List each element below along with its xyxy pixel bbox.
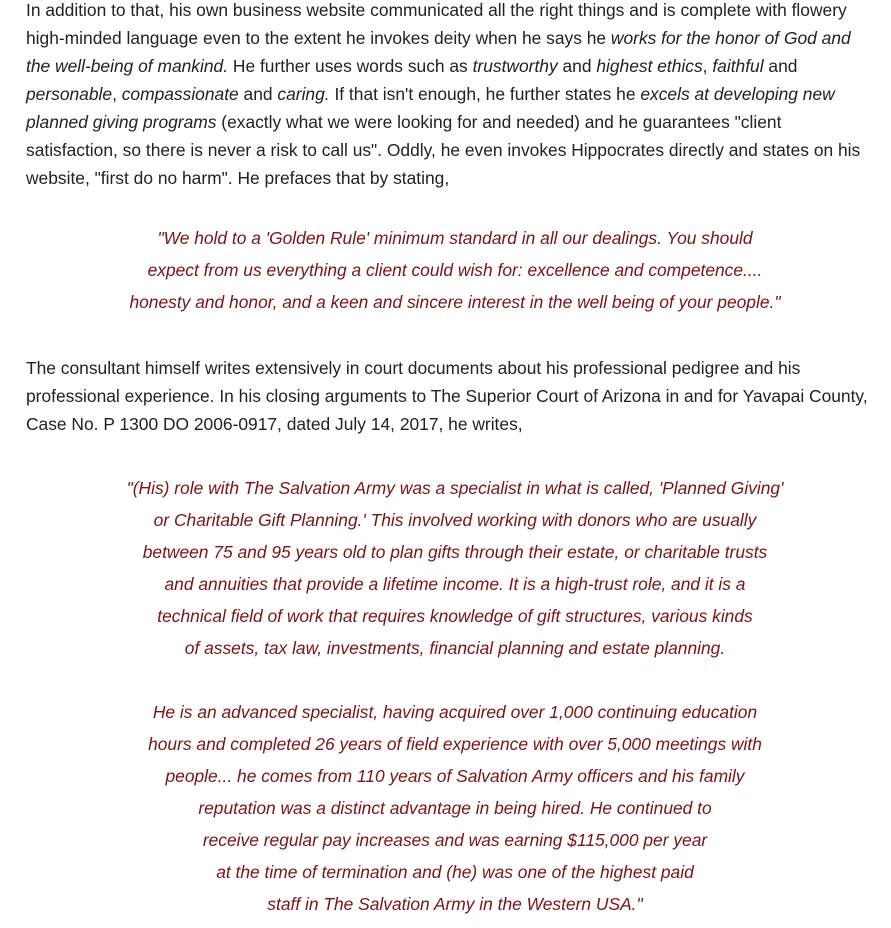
paragraph-court-documents: The consultant himself writes extensively in court documents about his professional pedigree and his professional experience. In his closing arguments to The Superior Court of Arizona in and for Yavapai County, Case No. P 1300 DO 2006-0917, dated July 14, 2017, he writes, (26, 358, 868, 434)
quote-line: "We hold to a 'Golden Rule' minimum standard in all our dealings. You should (157, 228, 753, 248)
quote-line: "(His) role with The Salvation Army was a specialist in what is called, 'Planned Giving' (126, 478, 784, 498)
text-run: (exactly what we were looking for and needed) and he guarantees "client satisfaction, so there is never a risk to call us". Oddly, he even invokes Hippocrates directly and states on his website, "first do no harm". He prefaces that by stating, (26, 112, 861, 188)
quote-line: people... he comes from 110 years of Salvation Army officers and his family (165, 766, 745, 786)
quote-line: between 75 and 95 years old to plan gifts through their estate, or charitable trusts (142, 542, 768, 562)
emphasized-text: personable (26, 84, 113, 104)
quote-line: expect from us everything a client could wish for: excellence and competence.... (147, 260, 763, 280)
text-run: In addition to that, his own business website communicated all the right things and is complete with flowery high-minded language even to the extent he invokes deity when he says he (26, 0, 847, 48)
text-run: If that isn't enough, he further states he (329, 84, 641, 104)
quote-line: technical field of work that requires knowledge of gift structures, various kinds (157, 606, 753, 626)
emphasized-text: compassionate (121, 84, 239, 104)
quote-line: receive regular pay increases and was earning $115,000 per year (202, 830, 708, 850)
quote-line: hours and completed 26 years of field experience with over 5,000 meetings with (148, 734, 762, 754)
quote-planned-giving-role (0, 472, 891, 664)
text-run: , (702, 56, 713, 76)
emphasized-text: highest ethics (596, 56, 703, 76)
emphasized-text: caring. (277, 84, 330, 104)
quote-line: at the time of termination and (he) was one of the highest paid (216, 862, 694, 882)
text-run: He further uses words such as (228, 56, 473, 76)
quote-advanced-specialist (0, 696, 891, 920)
paragraph-website-claims (26, 0, 871, 192)
quote-line: He is an advanced specialist, having acquired over 1,000 continuing education (152, 702, 758, 722)
text-run: and (557, 56, 597, 76)
quote-line: honesty and honor, and a keen and sincere interest in the well being of your people." (129, 292, 781, 312)
quote-line: of assets, tax law, investments, financial planning and estate planning. (184, 638, 726, 658)
quote-line: staff in The Salvation Army in the Western USA." (267, 894, 643, 914)
quote-line: or Charitable Gift Planning.' This involved working with donors who are usually (153, 510, 757, 530)
emphasized-text: faithful (712, 56, 764, 76)
emphasized-text: trustworthy (472, 56, 558, 76)
quote-line: and annuities that provide a lifetime income. It is a high-trust role, and it is a (164, 574, 746, 594)
quote-golden-rule (0, 222, 891, 318)
text-run: and (763, 56, 798, 76)
text-run: , (112, 84, 122, 104)
emphasized-text: excels at developing new planned giving programs (26, 84, 835, 132)
emphasized-text: works for the honor of God and the well-being of mankind. (26, 28, 851, 76)
quote-line: reputation was a distinct advantage in being hired. He continued to (198, 798, 712, 818)
text-run: and (238, 84, 278, 104)
